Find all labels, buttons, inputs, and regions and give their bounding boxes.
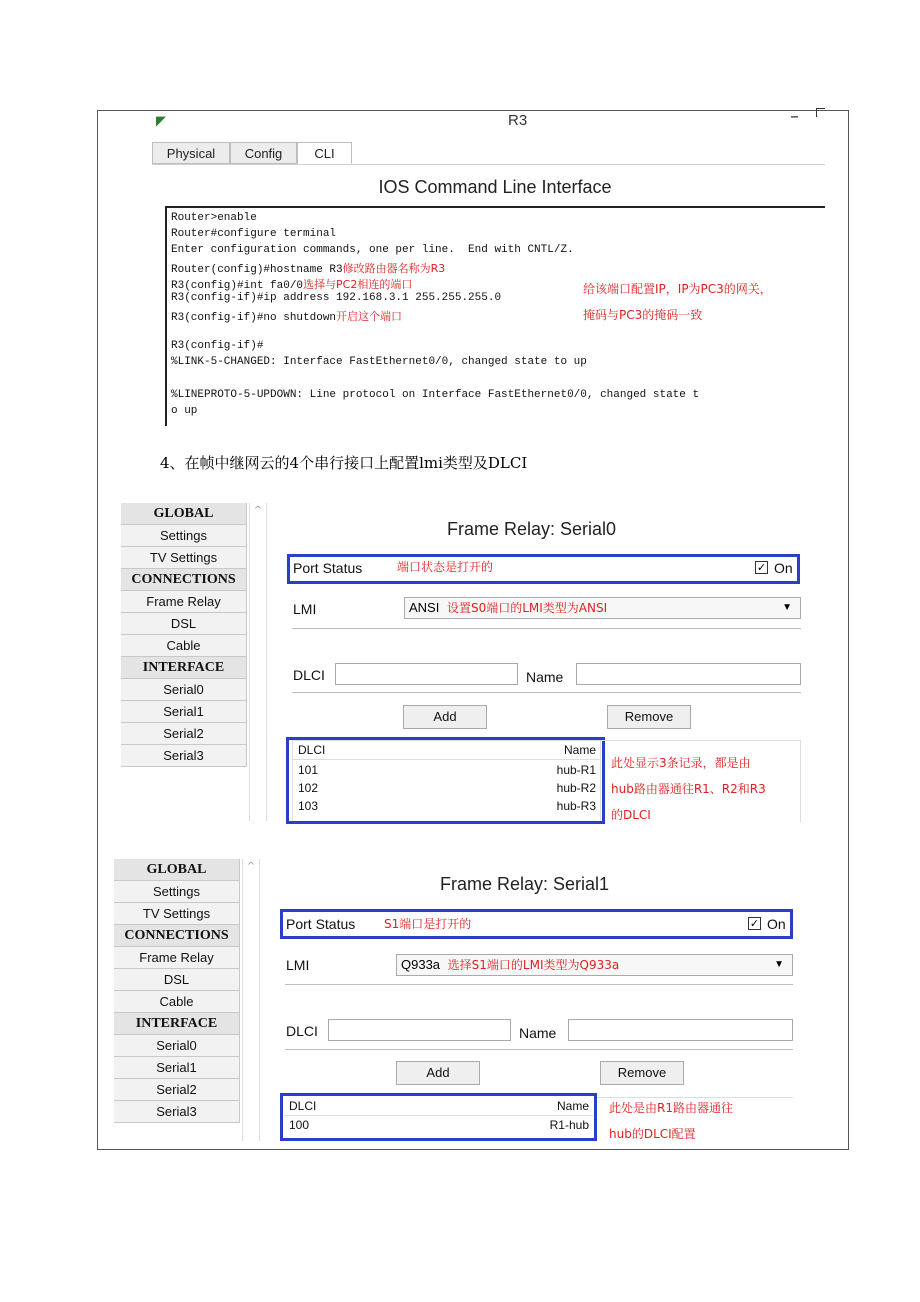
- nav-serial2[interactable]: Serial2: [121, 723, 247, 745]
- port-status-note: 端口状态是打开的: [397, 560, 494, 574]
- port-status-label: Port Status: [293, 560, 363, 576]
- router-icon: ◤: [156, 114, 166, 129]
- cli-line: Router#configure terminal: [171, 228, 337, 240]
- sidebar-scrollbar[interactable]: [242, 859, 260, 1141]
- cli-line: o up: [171, 405, 198, 417]
- nav-frame-relay[interactable]: Frame Relay: [121, 591, 247, 613]
- nav-cable[interactable]: Cable: [121, 635, 247, 657]
- chevron-down-icon: ▼: [774, 959, 784, 970]
- table-row[interactable]: 103 hub-R3: [298, 799, 596, 813]
- scroll-up-icon[interactable]: ^: [246, 861, 256, 872]
- divider: [285, 1049, 793, 1050]
- ip-note: 给该端口配置IP，IP为PC3的网关，: [583, 282, 772, 296]
- cli-note: 开启这个端口: [336, 310, 403, 323]
- dlci-input[interactable]: [328, 1019, 511, 1041]
- maximize-button[interactable]: [816, 108, 825, 117]
- dlci-label: DLCI: [286, 1023, 318, 1039]
- table-row[interactable]: 101 hub-R1: [298, 763, 596, 777]
- nav-settings[interactable]: Settings: [121, 525, 247, 547]
- nav-serial1[interactable]: Serial1: [114, 1057, 240, 1079]
- cli-line: R3(config-if)#no shutdown开启这个端口: [171, 310, 403, 324]
- port-status-checkbox[interactable]: ✓: [756, 561, 767, 574]
- nav-serial0[interactable]: Serial0: [121, 679, 247, 701]
- name-input[interactable]: [568, 1019, 793, 1041]
- remove-button[interactable]: Remove: [600, 1061, 684, 1085]
- window-title: R3: [508, 112, 528, 129]
- port-status-label: Port Status: [286, 916, 356, 932]
- lmi-label: LMI: [286, 957, 310, 973]
- nav-tv-settings[interactable]: TV Settings: [121, 547, 247, 569]
- nav-interface: INTERFACE: [121, 657, 247, 679]
- lmi-select[interactable]: [396, 954, 793, 976]
- dlci-label: DLCI: [293, 667, 325, 683]
- nav-settings[interactable]: Settings: [114, 881, 240, 903]
- table-header: DLCI Name: [284, 1097, 593, 1116]
- sidebar-nav: [114, 859, 240, 1123]
- cli-line: Router(config)#hostname R3修改路由器名称为R3: [171, 262, 446, 276]
- tab-bar: [152, 140, 825, 165]
- nav-serial1[interactable]: Serial1: [121, 701, 247, 723]
- dlci-table-highlight: [280, 1093, 597, 1141]
- table-note: 此处显示3条记录，都是由 hub路由器通往R1、R2和R3 的DLCI: [611, 756, 766, 822]
- nav-dsl[interactable]: DSL: [121, 613, 247, 635]
- sidebar-nav: [121, 503, 247, 767]
- lmi-select[interactable]: [404, 597, 801, 619]
- nav-global: GLOBAL: [121, 503, 247, 525]
- name-label: Name: [519, 1025, 557, 1041]
- step-heading: 4、在帧中继网云的4个串行接口上配置lmi类型及DLCI: [160, 454, 528, 472]
- divider: [292, 628, 801, 629]
- name-input[interactable]: [576, 663, 801, 685]
- nav-serial2[interactable]: Serial2: [114, 1079, 240, 1101]
- divider: [292, 692, 801, 693]
- nav-serial3[interactable]: Serial3: [121, 745, 247, 767]
- tab-physical[interactable]: Physical: [152, 142, 230, 164]
- table-row[interactable]: 102 hub-R2: [298, 781, 596, 795]
- port-status-highlight: [287, 554, 800, 584]
- port-status-on-label: On: [774, 560, 793, 576]
- cli-line: R3(config)#int fa0/0选择与PC2相连的端口: [171, 278, 413, 292]
- divider: [285, 984, 793, 985]
- name-label: Name: [526, 669, 564, 685]
- lmi-label: LMI: [293, 601, 317, 617]
- dlci-table-highlight: [286, 737, 605, 824]
- nav-interface: INTERFACE: [114, 1013, 240, 1035]
- lmi-note: 设置S0端口的LMI类型为ANSI: [446, 601, 608, 615]
- port-status-on-label: On: [767, 916, 786, 932]
- cli-line: Router>enable: [171, 212, 257, 224]
- cli-line: %LINK-5-CHANGED: Interface FastEthernet0/0, changed state to up: [171, 356, 587, 368]
- cli-heading: IOS Command Line Interface: [378, 177, 612, 197]
- port-status-note: S1端口是打开的: [384, 917, 472, 931]
- table-header: DLCI Name: [293, 741, 600, 760]
- panel-title: Frame Relay: Serial1: [440, 874, 610, 894]
- cli-line: %LINEPROTO-5-UPDOWN: Line protocol on Interface FastEthernet0/0, changed state t: [171, 389, 700, 401]
- tab-config[interactable]: Config: [230, 142, 297, 164]
- nav-cable[interactable]: Cable: [114, 991, 240, 1013]
- cli-note: 选择与PC2相连的端口: [303, 278, 413, 291]
- port-status-checkbox[interactable]: ✓: [749, 917, 760, 930]
- sidebar-scrollbar[interactable]: [249, 503, 267, 821]
- add-button[interactable]: Add: [403, 705, 487, 729]
- cli-note: 修改路由器名称为R3: [342, 262, 446, 275]
- mask-note: 掩码与PC3的掩码一致: [583, 308, 703, 322]
- scroll-up-icon[interactable]: ^: [253, 505, 263, 516]
- dlci-input[interactable]: [335, 663, 518, 685]
- nav-serial0[interactable]: Serial0: [114, 1035, 240, 1057]
- cli-line: Enter configuration commands, one per line. End with CNTL/Z.: [171, 244, 574, 256]
- lmi-note: 选择S1端口的LMI类型为Q933a: [447, 958, 620, 972]
- nav-global: GLOBAL: [114, 859, 240, 881]
- lmi-value: Q933a: [401, 957, 441, 972]
- minimize-button[interactable]: –: [790, 106, 799, 127]
- table-note: 此处是由R1路由器通往 hub的DLCI配置: [609, 1101, 733, 1141]
- panel-title: Frame Relay: Serial0: [447, 519, 617, 539]
- lmi-value: ANSI: [409, 600, 440, 615]
- table-row[interactable]: 100 R1-hub: [289, 1118, 589, 1132]
- port-status-highlight: [280, 909, 793, 939]
- remove-button[interactable]: Remove: [607, 705, 691, 729]
- cli-line: R3(config-if)#ip address 192.168.3.1 255.255.255.0: [171, 292, 502, 304]
- add-button[interactable]: Add: [396, 1061, 480, 1085]
- nav-tv-settings[interactable]: TV Settings: [114, 903, 240, 925]
- nav-connections: CONNECTIONS: [121, 569, 247, 591]
- nav-connections: CONNECTIONS: [114, 925, 240, 947]
- cli-line: R3(config-if)#: [171, 340, 264, 352]
- chevron-down-icon: ▼: [782, 602, 792, 613]
- tab-cli[interactable]: CLI: [297, 142, 352, 164]
- nav-dsl[interactable]: DSL: [114, 969, 240, 991]
- nav-frame-relay[interactable]: Frame Relay: [114, 947, 240, 969]
- nav-serial3[interactable]: Serial3: [114, 1101, 240, 1123]
